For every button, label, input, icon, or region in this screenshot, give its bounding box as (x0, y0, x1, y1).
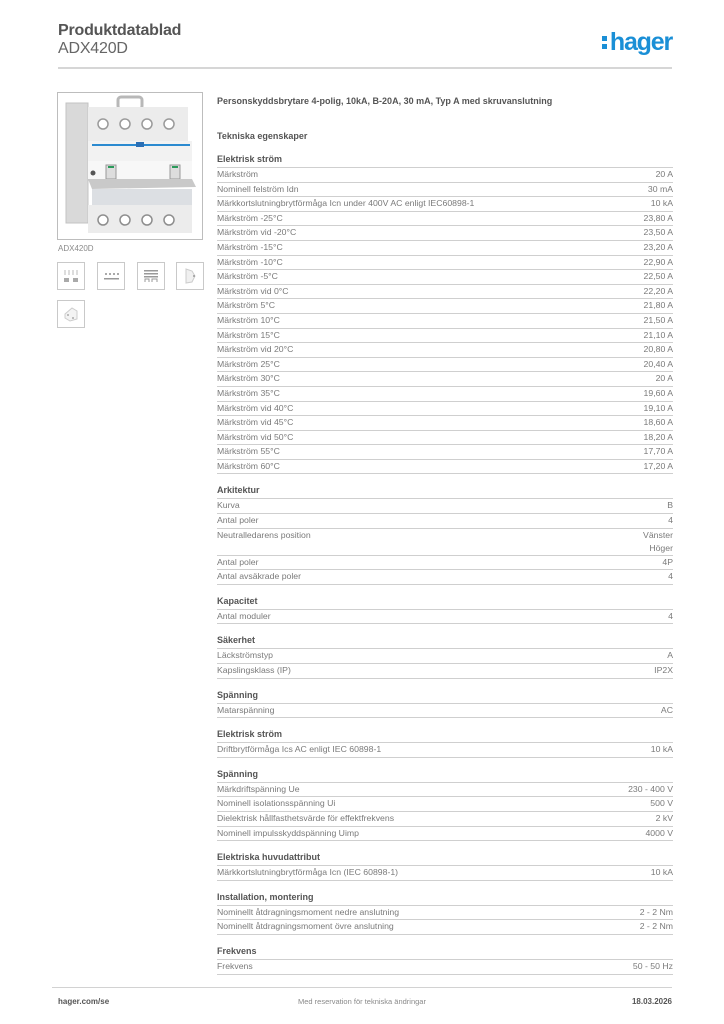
section-spanning (217, 690, 673, 719)
section-elektrisk-strom-2 (217, 729, 673, 758)
spec-row: Dielektrisk hållfasthetsvärde för effektfrekvens 2 kV (217, 812, 673, 827)
section-sakerhet (217, 635, 673, 678)
section-spanning-2 (217, 769, 673, 841)
section-elektriska-huvudattribut (217, 852, 673, 881)
thumbnail-wiring-diagram[interactable] (57, 262, 85, 290)
spec-row: Neutralledarens position Vänster Höger (217, 529, 673, 556)
product-description: Personskyddsbrytare 4-polig, 10kA, B-20A, 30 mA, Typ A med skruvanslutning (217, 96, 553, 106)
thumbnail-dimension-drawing[interactable] (137, 262, 165, 290)
section-title: Säkerhet (217, 635, 673, 649)
product-code: ADX420D (58, 40, 128, 57)
side-view-icon (180, 266, 200, 286)
spec-row: Matarspänning AC (217, 704, 673, 719)
footer-date: 18.03.2026 (631, 997, 672, 1006)
dimension-drawing-icon (141, 266, 161, 286)
section-frekvens (217, 946, 673, 975)
hager-logo: hager (602, 28, 672, 56)
section-title: Installation, montering (217, 892, 673, 906)
product-image-caption: ADX420D (58, 244, 94, 253)
specifications (217, 94, 673, 986)
section-arkitektur (217, 485, 673, 584)
document-title: Produktdatablad (58, 22, 182, 39)
section-title: Spänning (217, 690, 673, 704)
section-elektrisk-strom (217, 154, 673, 474)
spec-row: Märkström 35°C 19,60 A (217, 387, 673, 402)
spec-row: Märkkortslutningbrytförmåga Icn under 400V AC enligt IEC60898-1 10 kA (217, 197, 673, 212)
thumbnail-front-view[interactable] (97, 262, 125, 290)
spec-row: Märkström 20 A (217, 168, 673, 183)
spec-row: Märkström vid 40°C 19,10 A (217, 402, 673, 417)
spec-row: Antal moduler 4 (217, 610, 673, 625)
section-title: Arkitektur (217, 485, 673, 499)
header-divider (58, 67, 672, 69)
spec-row: Märkström vid 20°C 20,80 A (217, 343, 673, 358)
spec-row: Nominell isolationsspänning Ui 500 V (217, 797, 673, 812)
spec-row: Märkström 10°C 21,50 A (217, 314, 673, 329)
spec-row: Märkkortslutningbrytförmåga Icn (IEC 60898-1) 10 kA (217, 866, 673, 881)
spec-row: Nominell felström Idn 30 mA (217, 183, 673, 198)
footer-disclaimer: Med reservation för tekniska ändringar (298, 997, 426, 1006)
section-title: Spänning (217, 769, 673, 783)
spec-row: Antal avsäkrade poler 4 (217, 570, 673, 585)
spec-row: Märkström 15°C 21,10 A (217, 329, 673, 344)
section-title: Elektrisk ström (217, 729, 673, 743)
spec-row: Driftbrytförmåga Ics AC enligt IEC 60898-1 10 kA (217, 743, 673, 758)
spec-row: Märkström vid -20°C 23,50 A (217, 226, 673, 241)
front-view-icon (101, 266, 121, 286)
spec-row: Märkström -5°C 22,50 A (217, 270, 673, 285)
spec-row: Märkström -25°C 23,80 A (217, 212, 673, 227)
spec-row: Antal poler 4 (217, 514, 673, 529)
section-installation (217, 892, 673, 935)
spec-row: Märkström 25°C 20,40 A (217, 358, 673, 373)
spec-row: Märkström 5°C 21,80 A (217, 299, 673, 314)
page-header (58, 22, 672, 68)
spec-row: Märkström -10°C 22,90 A (217, 256, 673, 271)
spec-row: Märkdriftspänning Ue 230 - 400 V (217, 783, 673, 798)
spec-row: Märkström vid 45°C 18,60 A (217, 416, 673, 431)
section-kapacitet (217, 596, 673, 625)
spec-row: Märkström vid 50°C 18,20 A (217, 431, 673, 446)
spec-row: Nominell impulsskyddspänning Uimp 4000 V (217, 827, 673, 842)
section-title: Frekvens (217, 946, 673, 960)
spec-row: Kurva B (217, 499, 673, 514)
spec-row: Antal poler 4P (217, 556, 673, 571)
spec-row: Märkström 55°C 17,70 A (217, 445, 673, 460)
spec-row: Kapslingsklass (IP) IP2X (217, 664, 673, 679)
thumbnail-perspective-view[interactable] (57, 300, 85, 328)
spec-row: Märkström vid 0°C 22,20 A (217, 285, 673, 300)
section-title: Elektriska huvudattribut (217, 852, 673, 866)
section-title: Kapacitet (217, 596, 673, 610)
footer-website-link[interactable]: hager.com/se (58, 997, 110, 1006)
spec-row: Nominellt åtdragningsmoment övre anslutning 2 - 2 Nm (217, 920, 673, 935)
spec-row: Märkström 30°C 20 A (217, 372, 673, 387)
spec-row: Läckströmstyp A (217, 649, 673, 664)
logo-colon-icon (602, 31, 608, 51)
spec-row: Nominellt åtdragningsmoment nedre anslutning 2 - 2 Nm (217, 906, 673, 921)
perspective-view-icon (61, 304, 81, 324)
wiring-diagram-icon (61, 266, 81, 286)
spec-row: Märkström 60°C 17,20 A (217, 460, 673, 475)
spec-row: Märkström -15°C 23,20 A (217, 241, 673, 256)
spec-row: Frekvens 50 - 50 Hz (217, 960, 673, 975)
section-title: Elektrisk ström (217, 154, 673, 168)
circuit-breaker-image[interactable] (57, 92, 203, 240)
technical-properties-heading: Tekniska egenskaper (217, 131, 308, 141)
footer-divider (52, 987, 672, 988)
thumbnail-side-view[interactable] (176, 262, 204, 290)
